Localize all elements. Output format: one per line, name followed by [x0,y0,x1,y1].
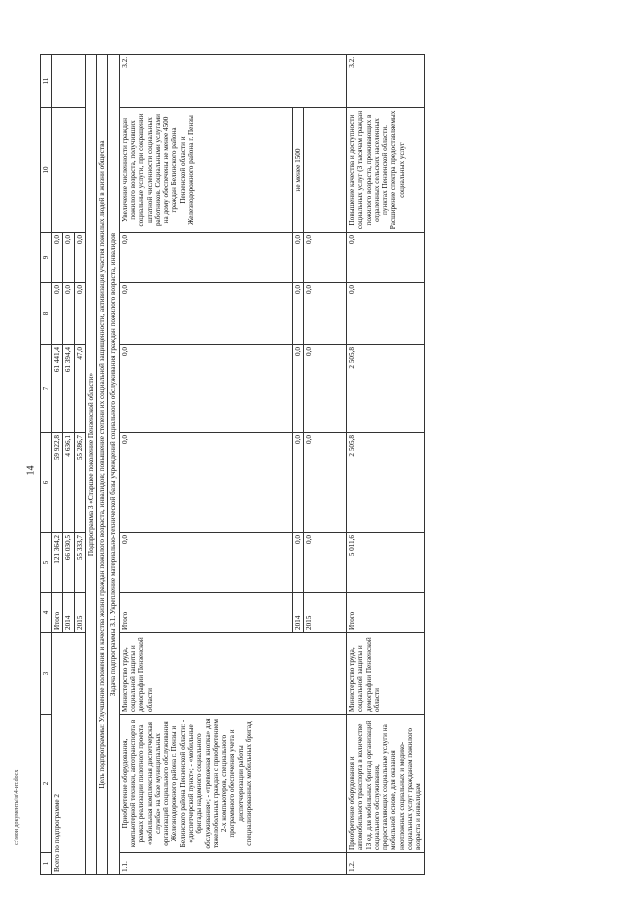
col-number: 4 [41,593,52,633]
value-cell: 59 922,8 [52,433,63,533]
column-number-row [41,55,52,875]
year-cell: Итого [347,593,425,633]
value-cell: 0,0 [304,345,347,433]
col-number: 9 [41,233,52,283]
value-cell: 55 286,7 [74,433,85,533]
value-cell: 0,0 [119,533,292,593]
value-cell: 0,0 [292,433,303,533]
value-cell: 4 636,1 [63,433,74,533]
indicator-code: 3.2. [119,55,346,108]
value-cell: 0,0 [292,283,303,345]
value-cell: 61 394,4 [63,345,74,433]
value-cell: 0,0 [304,433,347,533]
subprogram-title-row [85,55,96,875]
value-cell: 0,0 [304,533,347,593]
value-cell: 55 333,7 [74,533,85,593]
value-cell: 5 011,6 [347,533,425,593]
year-cell: 2014 [292,593,303,633]
year-cell: 2015 [74,593,85,633]
indicator-code: 3.2. [347,55,425,108]
item-description: Приобретение оборудования и автомобильного транспорта в количестве 13 ед. для мобильных бригад организаций социального обслуживания, предоставляющих социальные услуги на мобильной основе, для оказания неотложных социальных и медико-социальных услуг гражданам пожилого возраста и инвалидам [347,715,425,853]
empty-cell [52,55,86,108]
total-row [52,55,63,875]
value-cell: 121 364,2 [52,533,63,593]
footer-file-path: c:\мои документы\в\4-ит.docx [14,769,20,845]
value-cell: 0,0 [292,533,303,593]
empty-cell [304,108,347,233]
col-number: 3 [41,633,52,715]
value-cell: 0,0 [119,283,292,345]
value-cell: 47,0 [74,345,85,433]
value-cell: 0,0 [52,283,63,345]
total-label: Всего по подпрограмме 2 [52,633,86,875]
empty-cell [52,108,86,233]
value-cell: 0,0 [292,233,303,283]
item-description: Приобретение оборудования, компьютерной техники, автотранспорта в рамках реализации пилотного проекта «мобильная комплексная диспетчерская служба» на базе муниципальных организаций социального обслуживания Железнодорожного района г. Пензы и Белинского района Пензенской области: - «диспетчерский пункт»; - «мобильные бригады надомного социального обслуживания»; - «тревожная кнопка» для тяжелобольных граждан с приобретением 2-х компьютеров, специального программного обеспечения учета и диспетчеризации работы специализированных мобильных бригад [119,715,346,853]
subprogram-task: Задача подпрограммы 3.1. Укрепление материально-технической базы учреждений социального обслуживания граждан пожилого возраста, инвалидов [108,55,119,875]
value-cell: 61 441,4 [52,345,63,433]
value-cell: 0,0 [119,345,292,433]
value-cell: 0,0 [74,283,85,345]
year-cell: 2015 [304,593,347,633]
col-number: 8 [41,283,52,345]
col-number: 6 [41,433,52,533]
item-1-row [119,55,292,875]
value-cell: 0,0 [119,233,292,283]
value-cell: 66 030,5 [63,533,74,593]
value-cell: 0,0 [52,233,63,283]
year-cell: Итого [52,593,63,633]
value-cell: 0,0 [304,283,347,345]
expected-result: Повышение качества и доступности социальных услуг (3 тысячам граждан пожилого возраста, проживающих в отдаленных сельских населенных пунктах Пензенской области. Расширение спектра предоставляемых социальных услуг [347,108,425,233]
expected-result: Увеличение численности граждан пожилого возраста, получивших социальные услуги, при сокращении штатной численности социальных работников. Социальными услугами на дому обеспечены не менее 4500 граждан Белинского района Пензенской области и Железнодорожного района г. Пензы [119,108,292,233]
col-number: 10 [41,108,52,233]
item-number: 1.2. [347,853,425,875]
value-cell: 0,0 [304,233,347,283]
year-cell: Итого [119,593,292,633]
page-number: 14 [25,465,37,476]
value-cell: 2 505,8 [347,345,425,433]
value-cell: 0,0 [347,233,425,283]
value-cell: 0,0 [63,283,74,345]
col-number: 2 [41,715,52,853]
value-cell: 0,0 [63,233,74,283]
year-cell: 2014 [63,593,74,633]
subprogram-title: Подпрограмма 3 «Старшее поколение Пензенской области» [85,55,96,875]
item-2-row [347,55,425,875]
col-number: 11 [41,55,52,108]
item-executor: Министерство труда, социальной защиты и демографии Пензенской области [347,633,425,715]
expected-result-2015: не менее 1500 [292,108,303,233]
item-executor: Министерство труда, социальной защиты и демографии Пензенской области [119,633,346,715]
value-cell: 0,0 [74,233,85,283]
col-number: 5 [41,533,52,593]
value-cell: 0,0 [119,433,292,533]
value-cell: 0,0 [347,283,425,345]
subprogram-goal: Цель подпрограммы: Улучшение положения и качества жизни граждан пожилого возраста, инвалидов; повышение степени их социальной защищенности, активизация участия пожилых людей в жизни общества [97,55,108,875]
col-number: 7 [41,345,52,433]
program-table [40,54,425,875]
task-row [108,55,119,875]
col-number: 1 [41,853,52,875]
item-number: 1.1. [119,853,346,875]
value-cell: 2 505,8 [347,433,425,533]
goal-row [97,55,108,875]
value-cell: 0,0 [292,345,303,433]
